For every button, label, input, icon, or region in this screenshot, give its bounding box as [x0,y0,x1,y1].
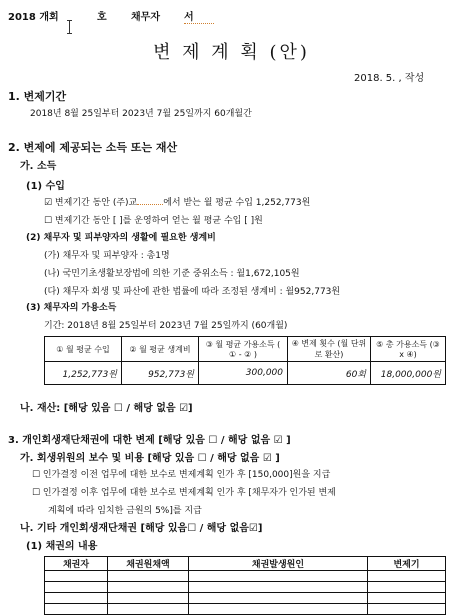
table-row [45,362,446,385]
income-heading: 가. 소득 [20,161,57,172]
table-header: ① 월 평균 수입 [45,337,122,362]
trustee-fee-line-1: ☐ 인가결정 이전 업무에 대한 보수로 변제계획 인가 후 [150,000]원을 지급 [32,470,331,480]
table-cell: 300,000 [199,362,288,385]
table-row [45,582,446,593]
trustee-fee-line-3: 계획에 따라 임치한 금원의 5%]를 지급 [48,506,202,516]
table-header: ② 월 평균 생계비 [122,337,199,362]
living-cost-c: (다) 채무자 회생 및 파산에 관한 법률에 따라 조정된 생계비 : 월952,773원 [44,287,341,297]
revenue-heading: (1) 수입 [26,181,65,192]
table-header: 채권발생원인 [189,557,368,571]
trustee-fee-heading: 가. 회생위원의 보수 및 비용 [해당 있음 ☐ / 해당 없음 ☑ ] [20,453,280,464]
available-income-period: 기간: 2018년 8월 25일부터 2023년 7월 25일까지 (60개월) [44,321,288,331]
debtor-name: 서 [184,8,214,24]
text-cursor-icon [66,20,73,34]
table-header: 채권원채액 [108,557,189,571]
page-title: 변 제 계 획 (안) [153,42,310,63]
table-cell: 1,252,773원 [45,362,122,385]
property-line: 나. 재산: [해당 있음 ☐ / 해당 없음 ☑] [20,403,193,414]
case-number-prefix: 2018 개회 [8,12,59,23]
claims-content-heading: (1) 채권의 내용 [26,541,98,552]
table-row [45,571,446,582]
repayment-period: 2018년 8월 25일부터 2023년 7월 25일까지 60개월간 [30,109,252,119]
date-line: 2018. 5. , 작성 [354,73,425,84]
table-row [45,604,446,615]
table-header: 채권자 [45,557,108,571]
debtor-label: 채무자 [131,12,160,23]
table-cell: 18,000,000원 [371,362,446,385]
table-header: ⑤ 총 가용소득 (③ x ④) [371,337,446,362]
table-cell: 952,773원 [122,362,199,385]
other-claims-heading: 나. 기타 개인회생재단채권 [해당 있음☐ / 해당 없음☑] [20,523,263,534]
living-cost-a: (가) 채무자 및 피부양자 : 총1명 [44,251,170,261]
table-header-row [45,557,446,571]
table-cell: 60회 [288,362,371,385]
living-cost-heading: (2) 채무자 및 피부양자의 생활에 필요한 생계비 [26,233,216,243]
available-income-table [44,336,446,385]
case-number-ho: 호 [97,12,107,23]
table-header: ③ 월 평균 가용소득 ( ① - ② ) [199,337,288,362]
income-line-1: ☑ 변제기간 동안 (주)교 에서 받는 월 평균 수입 1,252,773원 [44,198,311,208]
section-3-heading: 3. 개인회생재단채권에 대한 변제 [해당 있음 ☐ / 해당 없음 ☑ ] [8,435,291,446]
available-income-heading: (3) 채무자의 가용소득 [26,303,117,313]
section-1-heading: 1. 변제기간 [8,90,67,103]
claims-table [44,556,446,615]
living-cost-b: (나) 국민기초생활보장법에 의한 기준 중위소득 : 월1,672,105원 [44,269,300,279]
table-header: 변제기 [368,557,446,571]
trustee-fee-line-2: ☐ 인가결정 이후 업무에 대한 보수로 변제계획 인가 후 [채무자가 인가된 변제 [32,488,336,498]
table-header: ④ 변제 횟수 (월 단위로 환산) [288,337,371,362]
table-row [45,593,446,604]
income-line-2: ☐ 변제기간 동안 [ ]를 운영하여 얻는 월 평균 수입 [ ]원 [44,216,263,226]
table-header-row [45,337,446,362]
section-2-heading: 2. 변제에 제공되는 소득 또는 재산 [8,141,178,154]
